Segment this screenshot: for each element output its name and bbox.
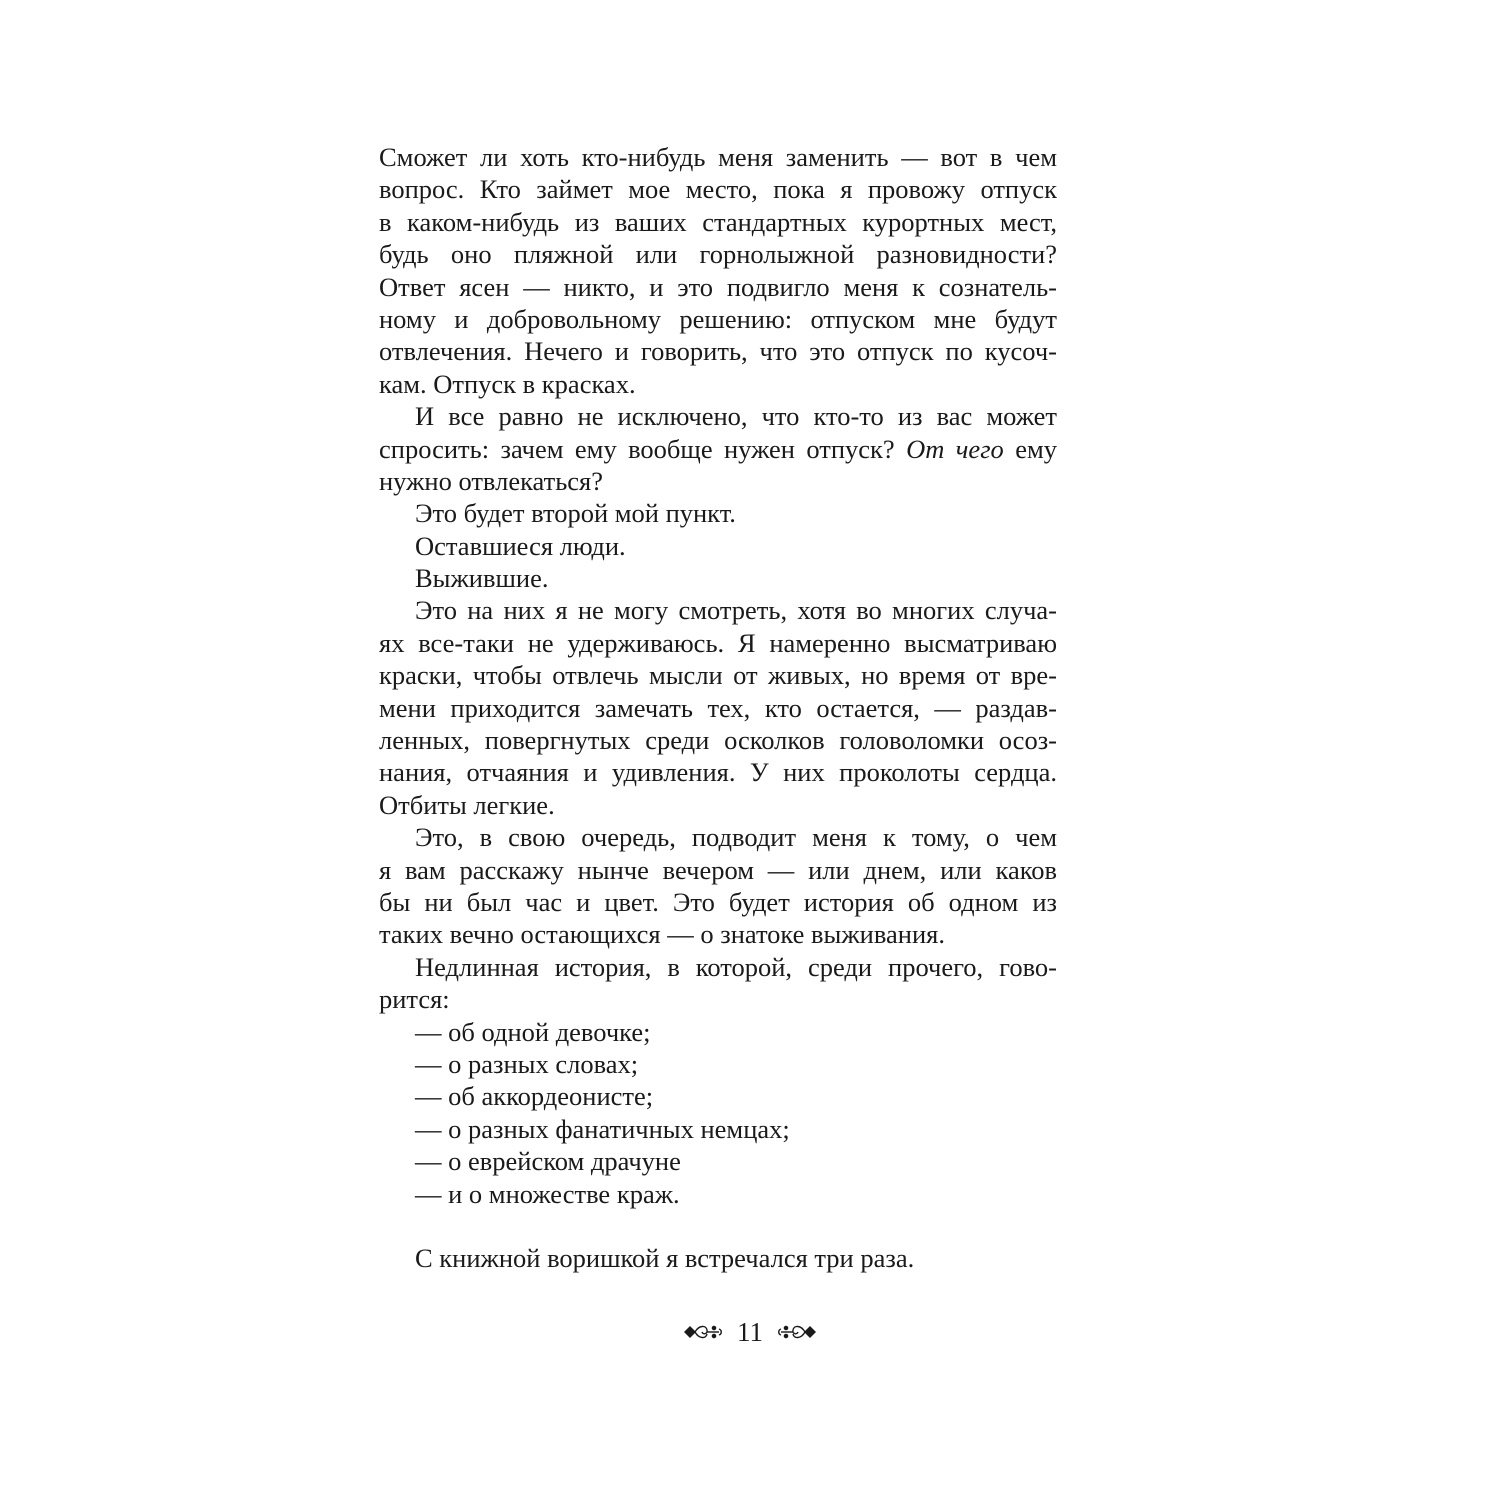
text-line: С книжной воришкой я встречался три раза. — [415, 1243, 915, 1274]
text-line: нужно отвлекаться? — [379, 465, 604, 496]
text-line: вопрос. Кто займет мое место, пока я провожу отпуск — [379, 174, 1057, 205]
text-line: Это на них я не могу смотреть, хотя во многих случа- — [415, 595, 1057, 626]
text-line: рится: — [379, 984, 450, 1015]
text-line: мени приходится замечать тех, кто остается, — раздав- — [379, 692, 1057, 723]
fleuron-right-icon — [777, 1321, 817, 1343]
list-item: — о разных фанатичных немцах; — [415, 1113, 790, 1144]
page-number: 11 — [737, 1316, 763, 1347]
list-item: — об аккордеонисте; — [415, 1081, 654, 1112]
list-item: — и о множестве краж. — [415, 1178, 680, 1209]
text-line: таких вечно остающихся — о знатоке выживания. — [379, 919, 945, 950]
fleuron-left-icon — [683, 1321, 723, 1343]
text-line: будь оно пляжной или горнолыжной разновидности? — [379, 239, 1057, 270]
text-line: Выжившие. — [415, 563, 549, 594]
body-text — [379, 141, 1057, 1275]
list-item: — об одной девочке; — [415, 1016, 651, 1047]
text-line: Сможет ли хоть кто-нибудь меня заменить — вот в чем — [379, 142, 1057, 172]
text-line: бы ни был час и цвет. Это будет история об одном из — [379, 886, 1057, 917]
section-break — [379, 1210, 1057, 1242]
page-number-footer — [0, 1312, 1500, 1349]
text-line: ях все-таки не удерживаюсь. Я намеренно высматриваю — [379, 627, 1057, 658]
text-line: Это будет второй мой пункт. — [415, 498, 736, 529]
text-line: в каком-нибудь из ваших стандартных курортных мест, — [379, 206, 1057, 237]
text-line — [379, 433, 1057, 465]
text-line: Отбиты легкие. — [379, 789, 555, 820]
text-line: отвлечения. Нечего и говорить, что это отпуск по кусоч- — [379, 336, 1057, 367]
text-line: я вам расскажу нынче вечером — или днем, или каков — [379, 854, 1057, 885]
text-line: Ответ ясен — никто, и это подвигло меня к сознатель- — [379, 271, 1057, 302]
text-line: Оставшиеся люди. — [415, 530, 626, 561]
text-line: Это, в свою очередь, подводит меня к тому, о чем — [415, 822, 1057, 853]
text-run: спросить: зачем ему вообще нужен отпуск? — [379, 433, 895, 464]
italic-phrase: От чего — [906, 433, 1004, 464]
text-line: ному и добровольному решению: отпуском мне будут — [379, 303, 1057, 334]
text-line: краски, чтобы отвлечь мысли от живых, но время от вре- — [379, 660, 1057, 691]
text-line: кам. Отпуск в красках. — [379, 368, 636, 399]
text-run: ему — [1015, 433, 1057, 464]
text-line: Недлинная история, в которой, среди прочего, гово- — [415, 951, 1057, 982]
text-line: И все равно не исключено, что кто-то из вас может — [415, 401, 1057, 432]
list-item: — о разных словах; — [415, 1048, 639, 1079]
text-line: ленных, повергнутых среди осколков головоломки осоз- — [379, 725, 1057, 756]
list-item: — о еврейском драчуне — [415, 1146, 681, 1177]
text-line: нания, отчаяния и удивления. У них проколоты сердца. — [379, 757, 1057, 788]
